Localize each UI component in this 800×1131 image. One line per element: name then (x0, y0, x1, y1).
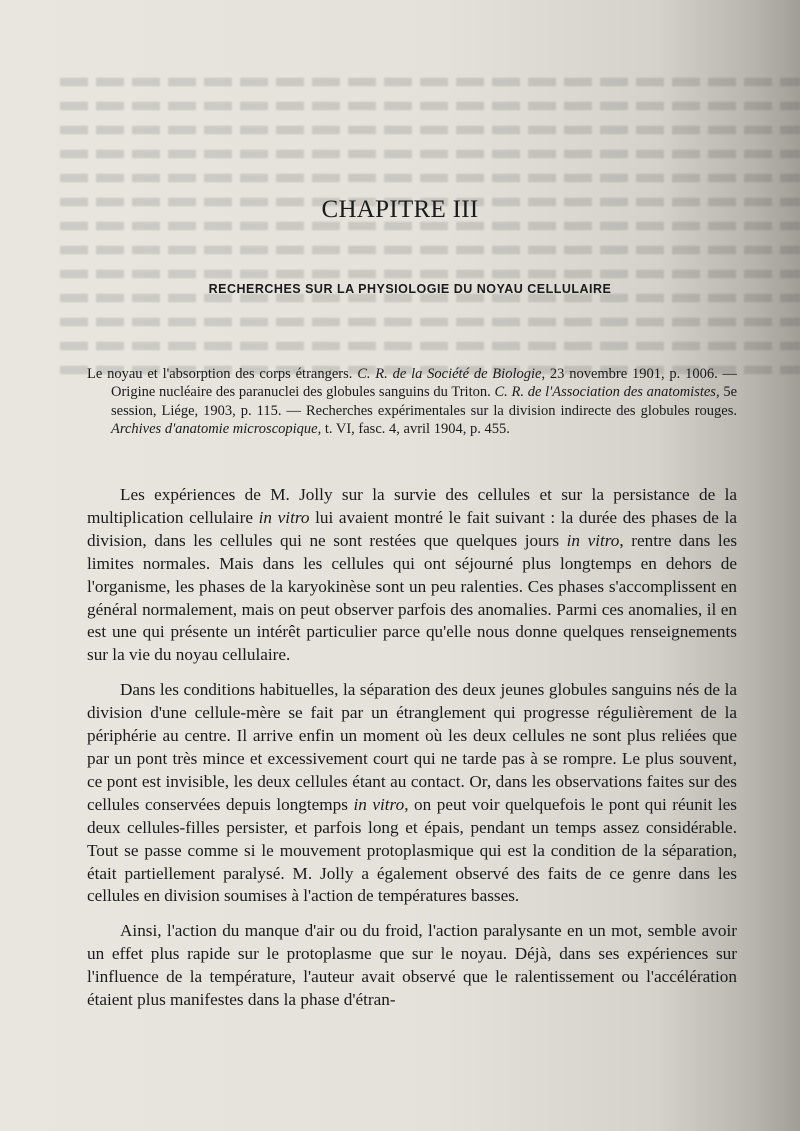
ref-journal: Archives d'anatomie microscopique (111, 420, 318, 437)
ref-text: Le noyau et l'absorption des corps étrangers. (87, 366, 358, 382)
paragraph-1: Les expériences de M. Jolly sur la survie des cellules et sur la persistance de la multiplication cellulaire in vitro lui avaient montré le fait suivant : la durée des phases de la division, dans les cellules qui ne sont restées que quelques jours in vitro, rentre dans les limites normales. Mais dans les cellules qui ont séjourné plus longtemps en dehors de l'organisme, les phases de la karyokinèse sont un peu ralenties. Ces phases s'accomplissent en général normalement, mais on peut observer parfois des anomalies. Parmi ces anomalies, il en est une qui présente un intérêt particulier parce qu'elle nous donne quelques renseignements sur la vie du noyau cellulaire. (87, 485, 738, 665)
ref-journal: C. R. de la Société de Biologie (357, 366, 542, 382)
paragraph-3: Ainsi, l'action du manque d'air ou du froid, l'action paralysante en un mot, semble avoir un effet plus rapide sur le protoplasme que sur le noyau. Déjà, dans ses expériences sur l'influence de la température, l'auteur avait observé que le ralentissement ou l'accélération étaient plus manifestes dans la phase d'étran- (87, 921, 737, 1010)
paragraph-2: Dans les conditions habituelles, la séparation des deux jeunes globules sanguins nés de la division d'une cellule-mère se fait par un étranglement qui progresse régulièrement de la périphérie au centre. Il arrive enfin un moment où les deux cellules ne sont plus reliées que par un pont très mince et excessivement court qui ne tarde pas à se rompre. Le plus souvent, ce pont est invisible, les deux cellules étant au contact. Or, dans les observations faites sur des cellules conservées depuis longtemps in vitro, on peut voir quelquefois le pont qui réunit les deux cellules-filles persister, et parfois long et épais, pendant un temps assez considérable. Tout se passe comme si le mouvement protoplasmique qui est la condition de la séparation, était partiellement paralysé. M. Jolly a également observé des faits de ce genre dans les cellules en division soumises à l'action de températures basses. (87, 680, 737, 906)
references-paragraph (87, 365, 737, 438)
section-title: RECHERCHES SUR LA PHYSIOLOGIE DU NOYAU CELLULAIRE (208, 282, 612, 296)
ref-text: , 23 novembre 1901, p. 1006. — Origine nucléaire des paranuclei des globules sanguins du Triton. (111, 366, 738, 401)
ref-text: , t. VI, fasc. 4, avril 1904, p. 455. (317, 420, 510, 437)
body-text (87, 484, 737, 1012)
references-block (87, 365, 737, 438)
ref-text: , 5e session, Liége, 1903, p. 115. — Recherches expérimentales sur la division indirecte des globules rouges. (111, 384, 738, 419)
show-through-text (60, 70, 800, 400)
chapter-title: CHAPITRE III (321, 196, 479, 223)
ref-journal: C. R. de l'Association des anatomistes (494, 384, 716, 401)
